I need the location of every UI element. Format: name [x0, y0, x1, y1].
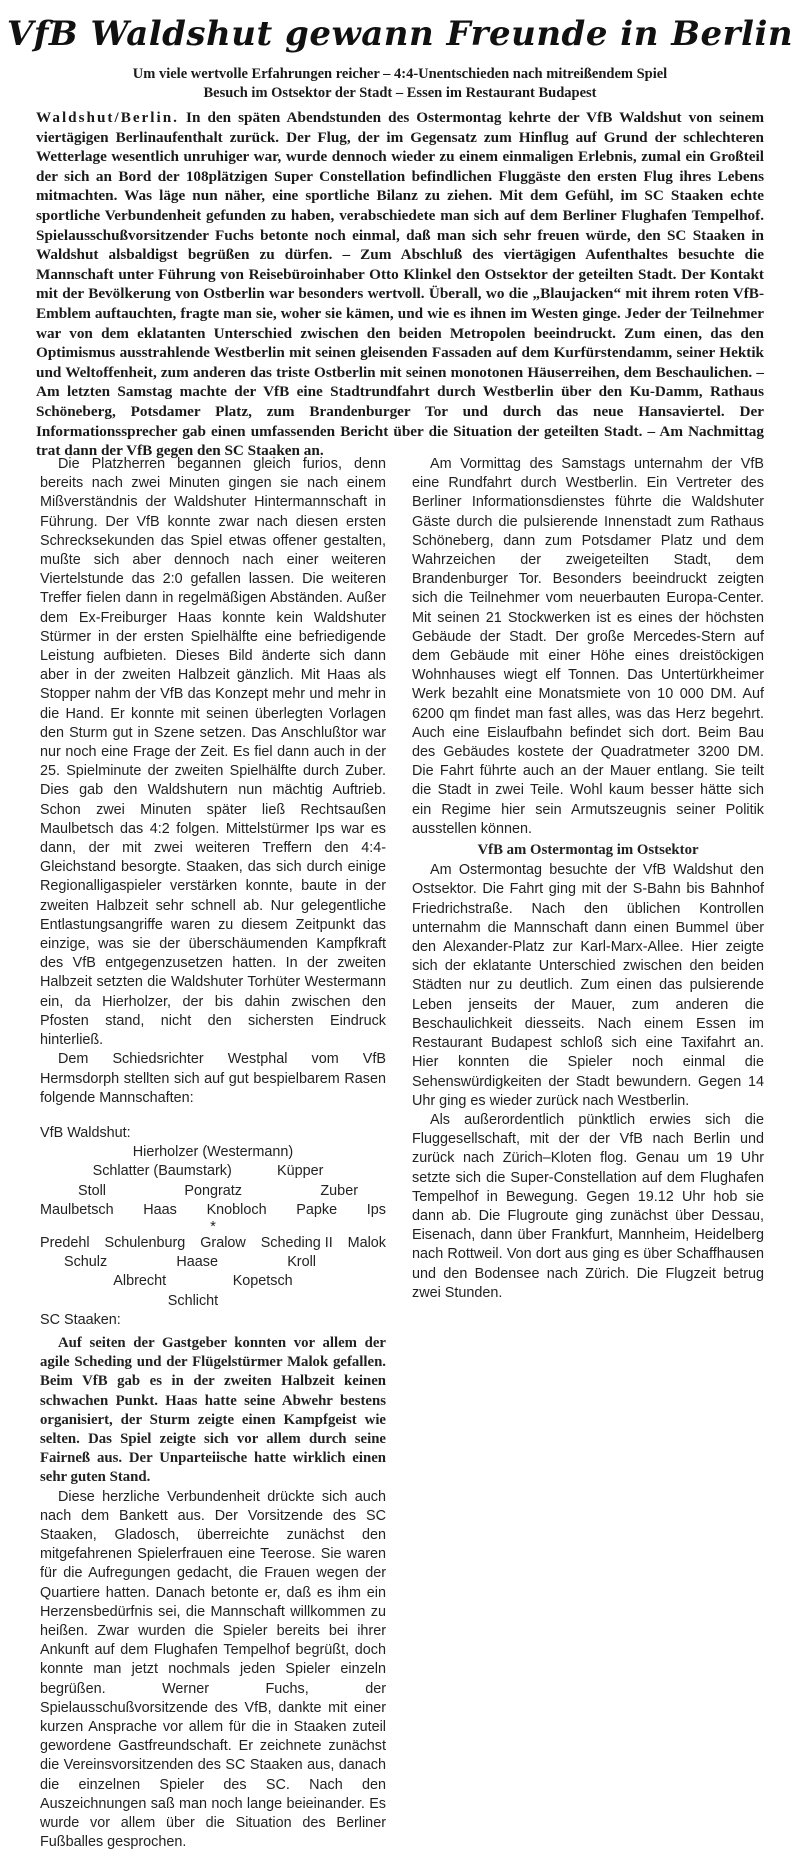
- player-name: Ips: [366, 1201, 386, 1218]
- player-name: Scheding II: [260, 1234, 333, 1251]
- left-paragraph-1: Die Platzherren begannen gleich furios, denn bereits nach zwei Minuten gingen sie nach einem Mißverständnis der Waldshuter Hintermannschaft in Führung. Der VfB konnte zwar nach diesen ersten Schrecksekunden das Spiel etwas offener gestalten, mußte sich aber dennoch nach einer weiteren Viertelstunde das 2:0 gefallen lassen. Die weiteren Treffer fielen dann in regelmäßigen Abständen. Außer dem Ex-Freiburger Haas konnte kein Waldshuter Stürmer in der ersten Spielhälfte eine befriedigende Leistung aufbieten. Dieses Bild änderte sich dann aber in der zweiten Halbzeit gänzlich. Mit Haas als Stopper nahm der VfB das Konzept mehr und mehr in die Hand. Er konnte mit seinen überlegten Vorlagen den Sturm gut in Szene setzen. Das Anschlußtor war nur noch eine Frage der Zeit. Es fiel dann auch in der 25. Spielminute der zweiten Spielhälfte durch Zuber. Dies gab den Waldshutern nun mächtig Auftrieb. Schon zwei Minuten später ließ Rechtsaußen Maulbetsch das 4:2 folgen. Mittelstürmer Ips war es dann, der mit zwei weiteren Treffern den 4:4-Gleichstand besorgte. Staaken, das sich durch einige Regionalligaspieler verstärken konnte, baute in der zweiten Halbzeit sehr schnell ab. Nur gelegentliche Entlastungsangriffe waren zu diesem Zeitpunkt das einzige, was sie der überschäumenden Kampfkraft des VfB entgegenzusetzen hatten. In der zweiten Halbzeit setzten die Waldshuter Torhüter Westermann ein, da Hierholzer, der bis dahin zwischen den Pfosten stand, nicht den sichersten Eindruck hinterließ.: [40, 456, 386, 1049]
- lead-place: Waldshut/Berlin.: [36, 109, 179, 126]
- player-name: Predehl: [40, 1234, 90, 1251]
- player-name: Kopetsch: [232, 1273, 293, 1290]
- headline: VfB Waldshut gewann Freunde in Berlin: [6, 14, 794, 54]
- player-name: Haase: [176, 1254, 218, 1271]
- left-paragraph-4: Diese herzliche Verbundenheit drückte sich auch nach dem Bankett aus. Der Vorsitzende des SC Staaken, Gladosch, überreichte zunächst den mitgefahrenen Spielerfrauen eine Teerose. Sie waren für die Aufregungen gedacht, die Frauen wegen der Quartiere hatten. Danach betonte er, daß es ihm ein Herzensbedürfnis sei, die Mannschaft willkommen zu heißen. Zwar wurden die Spieler bereits bei ihrer Ankunft auf dem Flughafen Tempelhof begrüßt, doch konnte man jetzt nochmals jeden Spieler einzeln begrüßen. Werner Fuchs, der Spielausschußvorsitzende des VfB, dankte mit einer kurzen Ansprache vor allem für die in Staaken zuteil gewordene Gastfreundschaft. Er zeichnete zunächst die Vereinsvorsitzenden des SC Staaken aus, danach die einzelnen Spieler des SC. Nach den Auszeichnungen saß man noch lange beieinander. Es wurde vor allem über die Situation des Berliner Fußballes gesprochen.: [40, 1488, 386, 1851]
- right-paragraph-3: Als außerordentlich pünktlich erwies sich die Fluggesellschaft, mit der der VfB nach Berlin und zurück nach Zürich–Kloten flog. Genau um 19 Uhr setzte sich die Super-Constellation auf dem Flughafen Tempelhof in Bewegung. Gegen 19.12 Uhr hob sie dann ab. Die Flugroute ging zunächst über Dessau, Eisenach, dann über Frankfurt, Mannheim, Heidelberg nach Rottweil. Von dort aus ging es über Schaffhausen und den Bodensee nach Zürich. Die Flugzeit betrug zwei Stunden.: [412, 1111, 764, 1301]
- lineup-vfb-row-3: [40, 1182, 386, 1201]
- player-name: Gralow: [200, 1234, 246, 1251]
- player-name: Pongratz: [184, 1182, 242, 1199]
- lineup-separator: *: [210, 1218, 216, 1235]
- right-paragraph-1: Am Vormittag des Samstags unternahm der VfB eine Rundfahrt durch Westberlin. Ein Vertreter des Berliner Informationsdienstes führte die Waldshuter Gäste durch die pulsierende Innenstadt zum Rathaus Schöneberg, dann zum Potsdamer Platz und dem Wahrzeichen der zweigeteilten Stadt, dem Brandenburger Tor. Besonders beeindruckt zeigten sich die Teilnehmer vom neuerbauten Europa-Center. Mit seinen 21 Stockwerken ist es eines der höchsten Gebäude der Stadt. Der große Mercedes-Stern auf dem Gebäude mit einer Höhe eines dreistöckigen Wohnhauses wiegt elf Tonnen. Das Untertürkheimer Werk bezahlt eine Monatsmiete von 10 000 DM. Auf 6200 qm findet man fast alles, was das Herz begehrt. Auch eine Eislaufbahn befindet sich dort. Beim Bau des Gebäudes kostete der Quadratmeter 3200 DM. Die Fahrt führte auch an der Mauer entlang. Sie teilt die Stadt in zwei Teile. Wohl kaum besser hätte sich ein Regime hier sein Armutszeugnis seiner Politik ausstellen können.: [412, 456, 764, 837]
- player-name: Küpper: [276, 1163, 324, 1180]
- player-name: Knobloch: [206, 1201, 267, 1218]
- player-name: Kroll: [287, 1254, 316, 1271]
- lineup-sc-row-3: [40, 1272, 386, 1291]
- lead-paragraph: [36, 108, 764, 461]
- lineup-sc-team: SC Staaken:: [40, 1311, 121, 1328]
- right-paragraph-2: Am Ostermontag besuchte der VfB Waldshut den Ostsektor. Die Fahrt ging mit der S-Bahn bis Bahnhof Friedrichstraße. Nach den üblichen Kontrollen unternahm die Mannschaft dann einen Bummel über den Alexander-Platz zur Karl-Marx-Allee. Hier zeigte sich der eklatante Unterschied zwischen den beiden Städten nur zu deutlich. Zum einen das pulsierende Leben jenseits der Mauer, zum anderen die Beschaulichkeit diesseits. Nach einem Essen im Restaurant Budapest schloß sich eine Taxifahrt an. Hier konnten die Spieler noch einmal die Sehenswürdigkeiten der Stadt bewundern. Gegen 14 Uhr ging es wieder zurück nach Westberlin.: [412, 862, 764, 1109]
- lineup-sc-row-1: [40, 1234, 386, 1253]
- player-name: Schlicht: [167, 1292, 219, 1309]
- player-name: Stoll: [78, 1182, 106, 1199]
- player-name: Schulenburg: [104, 1234, 186, 1251]
- lineup-sc-row-2: [40, 1253, 386, 1272]
- player-name: Haas: [143, 1201, 177, 1218]
- subheadline-1: Um viele wertvolle Erfahrungen reicher – 4:4-Unentschieden nach mitreißendem Spiel: [132, 66, 668, 82]
- lineup-vfb-row-4: [40, 1201, 386, 1220]
- player-name: Schlatter (Baumstark): [92, 1163, 232, 1180]
- player-name: Albrecht: [113, 1273, 167, 1290]
- left-paragraph-2: Dem Schiedsrichter Westphal vom VfB Hermsdorph stellten sich auf gut bespielbarem Rasen folgende Mannschaften:: [40, 1051, 386, 1106]
- lineups: [40, 1124, 386, 1330]
- subheadline-2: Besuch im Ostsektor der Stadt – Essen im Restaurant Budapest: [203, 85, 597, 101]
- left-column: [40, 455, 386, 1852]
- lineup-vfb-row-1: [40, 1143, 386, 1162]
- right-column: [412, 455, 764, 1303]
- player-name: Schulz: [64, 1254, 108, 1271]
- lead-text: In den späten Abendstunden des Ostermontag kehrte der VfB Waldshut von seinem viertägigen Berlinaufenthalt zurück. Der Flug, der im Gegensatz zum Hinflug auf Grund der schlechteren Wetterlage wesentlich unruhiger war, wurde dennoch wieder zu einem einmaligen Erlebnis, zumal ein Großteil der sich an Bord der 108plätzigen Super Constellation befindlichen Fluggäste den ersten Flug ihres Lebens mitmachten. Was läge nun näher, eine sportliche Bilanz zu ziehen. Mit dem Gefühl, im SC Staaken echte sportliche Verbundenheit gefunden zu haben, verabschiedete man sich auf dem Berliner Flughafen Tempelhof. Spielausschußvorsitzender Fuchs betonte noch einmal, daß man sich sehr freuen würde, den SC Staaken in Waldshut alsbaldigst begrüßen zu dürfen. – Zum Abschluß des viertägigen Aufenthaltes besuchte die Mannschaft unter Führung von Reisebüroinhaber Otto Klinkel den Ostsektor der geteilten Stadt. Der Kontakt mit der Bevölkerung von Ostberlin war besonders wertvoll. Überall, wo die „Blaujacken“ mit ihrem roten VfB-Emblem auftauchten, fragte man sie, woher sie kämen, und wie es ihnen im Westen ginge. Jeder der Teilnehmer war von dem eklatanten Unterschied zwischen den beiden Metropolen beeindruckt. Zum einen, das den Optimismus ausstrahlende Westberlin mit seinen gleisenden Fassaden auf dem Kurfürstendamm, seiner Hektik und Weltoffenheit, zum anderen das triste Ostberlin mit seinen monotonen Häuserreihen, dem Beschaulichen. – Am letzten Samstag machte der VfB eine Stadtrundfahrt durch Westberlin über den Ku-Damm, Rathaus Schöneberg, Potsdamer Platz, zum Brandenburger Tor und durch das neue Hansaviertel. Der Informationssprecher gab einen umfassenden Bericht über die Situation der geteilten Stadt. – Am Nachmittag trat dann der VfB gegen den SC Staaken an.: [36, 109, 765, 460]
- player-name: Maulbetsch: [40, 1201, 114, 1218]
- player-name: Hierholzer (Westermann): [132, 1144, 294, 1161]
- section-heading: VfB am Ostermontag im Ostsektor: [477, 842, 699, 859]
- lineup-vfb-row-2: [40, 1162, 386, 1181]
- player-name: Malok: [347, 1234, 386, 1251]
- player-name: Zuber: [320, 1182, 358, 1199]
- left-paragraph-3: Auf seiten der Gastgeber konnten vor allem der agile Scheding und der Flügelstürmer Malok gefallen. Beim VfB gab es in der zweiten Halbzeit keinen schwachen Punkt. Haas hatte seine Abwehr bestens organisiert, der Sturm zeigte einen Kampfgeist wie selten. Das Spiel zeigte sich vor allem durch seine Fairneß aus. Der Unparteiische hatte wirklich einen sehr guten Stand.: [40, 1334, 386, 1486]
- lineup-sc-row-4: [40, 1292, 386, 1311]
- lineup-vfb-team: VfB Waldshut:: [40, 1124, 131, 1141]
- player-name: Papke: [296, 1201, 338, 1218]
